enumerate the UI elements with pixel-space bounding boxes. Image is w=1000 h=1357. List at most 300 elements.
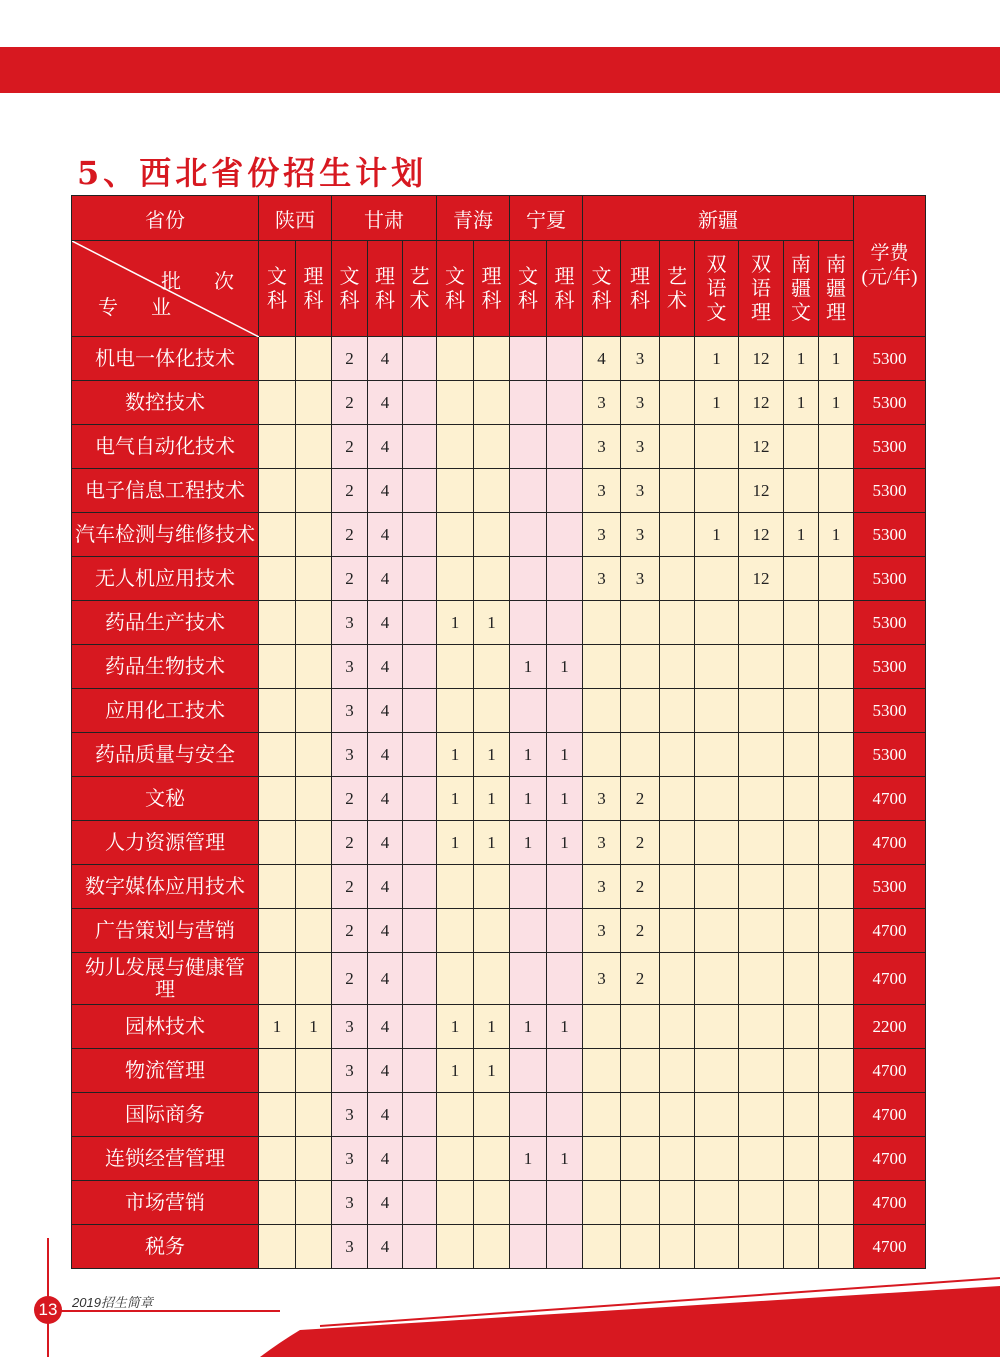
quota-cell: 4 <box>368 1005 403 1049</box>
quota-cell <box>403 953 437 1005</box>
footer-swoosh <box>0 1268 1000 1357</box>
quota-cell <box>819 469 854 513</box>
major-name: 应用化工技术 <box>72 689 259 733</box>
quota-cell <box>259 865 296 909</box>
fee-cell: 4700 <box>854 909 926 953</box>
batch-header-text: 南疆文 <box>791 253 811 324</box>
quota-cell <box>784 1049 819 1093</box>
quota-cell: 3 <box>583 381 621 425</box>
table-row <box>72 689 926 733</box>
quota-cell <box>403 425 437 469</box>
quota-cell <box>403 865 437 909</box>
quota-cell <box>660 1049 695 1093</box>
quota-cell <box>510 953 547 1005</box>
quota-cell: 3 <box>332 1225 368 1269</box>
quota-cell <box>660 469 695 513</box>
quota-cell <box>583 645 621 689</box>
quota-cell <box>660 689 695 733</box>
quota-cell: 4 <box>368 909 403 953</box>
quota-cell <box>403 469 437 513</box>
quota-cell <box>474 909 510 953</box>
quota-cell <box>784 1137 819 1181</box>
quota-cell <box>403 777 437 821</box>
quota-cell <box>403 513 437 557</box>
quota-cell <box>739 865 784 909</box>
quota-cell <box>739 953 784 1005</box>
quota-cell <box>296 1225 332 1269</box>
table-row <box>72 557 926 601</box>
quota-cell <box>296 865 332 909</box>
quota-cell <box>695 1093 739 1137</box>
quota-cell <box>583 733 621 777</box>
quota-cell <box>474 1093 510 1137</box>
quota-cell: 2 <box>332 513 368 557</box>
batch-header <box>739 241 784 337</box>
quota-cell: 3 <box>332 1137 368 1181</box>
quota-cell: 1 <box>547 1005 583 1049</box>
quota-cell: 4 <box>368 1093 403 1137</box>
quota-cell: 1 <box>547 821 583 865</box>
fee-header-text: 学费(元/年) <box>861 243 918 288</box>
quota-cell <box>547 469 583 513</box>
fee-cell: 5300 <box>854 381 926 425</box>
batch-header-text: 艺术 <box>667 265 687 312</box>
quota-cell <box>259 381 296 425</box>
major-name: 幼儿发展与健康管理 <box>72 953 259 1005</box>
batch-header <box>259 241 296 337</box>
quota-cell: 12 <box>739 337 784 381</box>
quota-cell: 12 <box>739 425 784 469</box>
quota-cell <box>784 469 819 513</box>
quota-cell <box>819 1049 854 1093</box>
major-name: 药品生产技术 <box>72 601 259 645</box>
quota-cell <box>784 733 819 777</box>
quota-cell <box>296 821 332 865</box>
quota-cell: 3 <box>621 425 660 469</box>
quota-cell <box>583 1225 621 1269</box>
quota-cell: 2 <box>332 909 368 953</box>
quota-cell: 3 <box>621 337 660 381</box>
quota-cell <box>583 1137 621 1181</box>
quota-cell: 12 <box>739 381 784 425</box>
quota-cell: 1 <box>510 645 547 689</box>
quota-cell <box>403 557 437 601</box>
quota-cell: 3 <box>332 601 368 645</box>
quota-cell <box>510 1093 547 1137</box>
batch-header <box>368 241 403 337</box>
batch-header <box>296 241 332 337</box>
quota-cell: 4 <box>368 953 403 1005</box>
batch-header <box>784 241 819 337</box>
quota-cell: 2 <box>332 381 368 425</box>
quota-cell <box>739 1049 784 1093</box>
batch-header-text: 南疆理 <box>826 253 846 324</box>
quota-cell <box>695 1049 739 1093</box>
quota-cell: 2 <box>332 821 368 865</box>
quota-cell: 2 <box>621 953 660 1005</box>
major-name: 园林技术 <box>72 1005 259 1049</box>
quota-cell <box>660 337 695 381</box>
quota-cell: 4 <box>368 469 403 513</box>
fee-cell: 5300 <box>854 733 926 777</box>
quota-cell <box>259 953 296 1005</box>
batch-header-text: 理科 <box>554 265 575 312</box>
quota-cell <box>510 601 547 645</box>
quota-cell: 3 <box>583 865 621 909</box>
quota-cell <box>474 1181 510 1225</box>
quota-cell <box>296 733 332 777</box>
quota-cell <box>695 865 739 909</box>
quota-cell <box>784 1225 819 1269</box>
quota-cell: 1 <box>437 821 474 865</box>
quota-cell: 1 <box>474 601 510 645</box>
fee-cell: 5300 <box>854 689 926 733</box>
quota-cell <box>695 1181 739 1225</box>
quota-cell <box>510 381 547 425</box>
quota-cell <box>296 909 332 953</box>
province-xinjiang: 新疆 <box>583 196 854 241</box>
quota-cell <box>784 425 819 469</box>
table-row <box>72 733 926 777</box>
quota-cell <box>819 1225 854 1269</box>
quota-cell <box>660 777 695 821</box>
quota-cell <box>739 777 784 821</box>
quota-cell <box>739 689 784 733</box>
quota-cell <box>296 1137 332 1181</box>
quota-cell <box>819 689 854 733</box>
quota-cell <box>784 601 819 645</box>
fee-cell: 4700 <box>854 1225 926 1269</box>
quota-cell <box>474 953 510 1005</box>
quota-cell <box>583 601 621 645</box>
quota-cell <box>474 469 510 513</box>
quota-cell <box>695 953 739 1005</box>
table-row <box>72 337 926 381</box>
quota-cell <box>583 1005 621 1049</box>
quota-cell <box>437 1093 474 1137</box>
quota-cell: 1 <box>784 381 819 425</box>
fee-cell: 4700 <box>854 777 926 821</box>
fee-cell: 4700 <box>854 1181 926 1225</box>
quota-cell: 3 <box>583 777 621 821</box>
quota-cell: 2 <box>332 865 368 909</box>
batch-header-text: 理科 <box>303 265 324 312</box>
quota-cell: 3 <box>332 1005 368 1049</box>
major-name: 机电一体化技术 <box>72 337 259 381</box>
fee-cell: 2200 <box>854 1005 926 1049</box>
quota-cell <box>259 733 296 777</box>
quota-cell <box>660 425 695 469</box>
quota-cell <box>259 557 296 601</box>
quota-cell <box>547 557 583 601</box>
quota-cell <box>660 557 695 601</box>
quota-cell <box>403 381 437 425</box>
quota-cell <box>296 1181 332 1225</box>
quota-cell: 3 <box>332 1093 368 1137</box>
quota-cell <box>660 381 695 425</box>
major-label: 专 业 <box>98 297 185 319</box>
quota-cell <box>437 425 474 469</box>
quota-cell: 1 <box>547 733 583 777</box>
quota-cell <box>660 733 695 777</box>
quota-cell <box>474 557 510 601</box>
quota-cell <box>621 1049 660 1093</box>
quota-cell <box>819 1181 854 1225</box>
quota-cell <box>547 1225 583 1269</box>
quota-cell: 1 <box>437 1005 474 1049</box>
quota-cell: 3 <box>332 1181 368 1225</box>
quota-cell <box>819 557 854 601</box>
quota-cell: 4 <box>368 645 403 689</box>
page-title: 5、西北省份招生计划 <box>77 154 428 192</box>
quota-cell <box>784 557 819 601</box>
quota-cell <box>547 337 583 381</box>
quota-cell <box>695 689 739 733</box>
quota-cell: 1 <box>296 1005 332 1049</box>
batch-header-text: 双语理 <box>751 253 771 324</box>
batch-header <box>695 241 739 337</box>
table-row <box>72 909 926 953</box>
quota-cell: 1 <box>259 1005 296 1049</box>
quota-cell <box>474 865 510 909</box>
quota-cell <box>739 733 784 777</box>
quota-cell <box>739 1005 784 1049</box>
quota-cell <box>583 1181 621 1225</box>
quota-cell <box>403 1181 437 1225</box>
quota-cell: 4 <box>368 337 403 381</box>
quota-cell <box>695 733 739 777</box>
quota-cell <box>695 1137 739 1181</box>
table-row <box>72 865 926 909</box>
quota-cell: 3 <box>332 645 368 689</box>
quota-cell <box>660 821 695 865</box>
batch-major-corner <box>72 241 259 337</box>
table-row <box>72 777 926 821</box>
province-qinghai: 青海 <box>437 196 510 241</box>
batch-header-text: 文科 <box>445 265 465 312</box>
quota-cell <box>259 469 296 513</box>
table-row <box>72 381 926 425</box>
brochure-title: 2019招生简章 <box>72 1295 153 1310</box>
major-name: 物流管理 <box>72 1049 259 1093</box>
table-row <box>72 1093 926 1137</box>
quota-cell: 1 <box>784 513 819 557</box>
quota-cell <box>621 1225 660 1269</box>
quota-cell <box>660 645 695 689</box>
major-name: 药品质量与安全 <box>72 733 259 777</box>
quota-cell <box>403 909 437 953</box>
quota-cell: 1 <box>547 777 583 821</box>
fee-cell: 4700 <box>854 1093 926 1137</box>
quota-cell: 1 <box>474 1005 510 1049</box>
quota-cell: 2 <box>332 425 368 469</box>
major-name: 人力资源管理 <box>72 821 259 865</box>
quota-cell <box>437 469 474 513</box>
quota-cell: 1 <box>547 645 583 689</box>
quota-cell <box>259 337 296 381</box>
quota-cell <box>621 733 660 777</box>
quota-cell: 4 <box>368 557 403 601</box>
quota-cell <box>259 1093 296 1137</box>
batch-header <box>474 241 510 337</box>
table-row <box>72 645 926 689</box>
fee-cell: 4700 <box>854 953 926 1005</box>
fee-header <box>854 196 926 337</box>
batch-header <box>403 241 437 337</box>
quota-cell: 1 <box>437 777 474 821</box>
quota-cell <box>819 601 854 645</box>
quota-cell <box>403 1225 437 1269</box>
quota-cell <box>660 953 695 1005</box>
quota-cell <box>739 821 784 865</box>
quota-cell: 12 <box>739 557 784 601</box>
quota-cell: 4 <box>368 1181 403 1225</box>
table-row <box>72 953 926 1005</box>
quota-cell <box>660 1137 695 1181</box>
quota-cell <box>510 865 547 909</box>
quota-cell <box>510 1225 547 1269</box>
quota-cell <box>403 821 437 865</box>
quota-cell <box>474 689 510 733</box>
quota-cell <box>403 337 437 381</box>
table-row <box>72 425 926 469</box>
major-name: 电气自动化技术 <box>72 425 259 469</box>
major-name: 数字媒体应用技术 <box>72 865 259 909</box>
quota-cell: 2 <box>621 777 660 821</box>
quota-cell <box>739 1225 784 1269</box>
quota-cell: 2 <box>332 777 368 821</box>
quota-cell <box>296 645 332 689</box>
quota-cell <box>474 381 510 425</box>
batch-header-text: 理科 <box>375 265 395 312</box>
quota-cell <box>403 601 437 645</box>
batch-label: 批 次 <box>161 271 248 293</box>
quota-cell <box>510 337 547 381</box>
major-name: 药品生物技术 <box>72 645 259 689</box>
quota-cell: 12 <box>739 513 784 557</box>
quota-cell: 3 <box>621 557 660 601</box>
quota-cell: 4 <box>368 821 403 865</box>
quota-cell: 2 <box>332 469 368 513</box>
table-row <box>72 1005 926 1049</box>
quota-cell <box>695 821 739 865</box>
province-ningxia: 宁夏 <box>510 196 583 241</box>
batch-header <box>510 241 547 337</box>
quota-cell <box>437 337 474 381</box>
quota-cell <box>403 1005 437 1049</box>
quota-cell <box>474 513 510 557</box>
quota-cell <box>437 1137 474 1181</box>
major-name: 电子信息工程技术 <box>72 469 259 513</box>
major-name: 汽车检测与维修技术 <box>72 513 259 557</box>
quota-cell <box>695 1225 739 1269</box>
quota-cell: 1 <box>437 1049 474 1093</box>
quota-cell <box>695 469 739 513</box>
quota-cell <box>621 689 660 733</box>
quota-cell <box>403 689 437 733</box>
quota-cell <box>547 909 583 953</box>
quota-cell: 4 <box>368 1137 403 1181</box>
province-header: 省份 <box>72 196 259 241</box>
quota-cell: 1 <box>510 821 547 865</box>
fee-cell: 5300 <box>854 645 926 689</box>
quota-cell <box>621 1005 660 1049</box>
quota-cell <box>437 953 474 1005</box>
quota-cell <box>784 689 819 733</box>
quota-cell <box>296 557 332 601</box>
quota-cell <box>510 1049 547 1093</box>
quota-cell: 4 <box>368 1049 403 1093</box>
quota-cell <box>583 1049 621 1093</box>
quota-cell <box>784 777 819 821</box>
major-name: 国际商务 <box>72 1093 259 1137</box>
quota-cell: 1 <box>474 777 510 821</box>
table-row <box>72 469 926 513</box>
quota-cell <box>621 601 660 645</box>
quota-cell <box>739 1093 784 1137</box>
major-name: 连锁经营管理 <box>72 1137 259 1181</box>
quota-cell <box>695 645 739 689</box>
province-gansu: 甘肃 <box>332 196 437 241</box>
quota-cell <box>259 1181 296 1225</box>
quota-cell: 3 <box>332 733 368 777</box>
quota-cell <box>259 1225 296 1269</box>
quota-cell: 2 <box>332 953 368 1005</box>
quota-cell <box>819 865 854 909</box>
quota-cell <box>695 425 739 469</box>
major-name: 文秘 <box>72 777 259 821</box>
quota-cell <box>259 1137 296 1181</box>
quota-cell <box>660 601 695 645</box>
quota-cell <box>510 425 547 469</box>
page-number: 13 <box>34 1296 62 1324</box>
major-name: 广告策划与营销 <box>72 909 259 953</box>
batch-header <box>583 241 621 337</box>
quota-cell: 1 <box>547 1137 583 1181</box>
quota-cell <box>784 1005 819 1049</box>
major-name: 数控技术 <box>72 381 259 425</box>
batch-header-text: 文科 <box>591 265 612 312</box>
quota-cell <box>583 689 621 733</box>
quota-cell <box>621 1137 660 1181</box>
quota-cell <box>695 1005 739 1049</box>
quota-cell: 4 <box>368 381 403 425</box>
batch-header-text: 理科 <box>630 265 650 312</box>
batch-header-text: 文科 <box>267 265 287 312</box>
quota-cell: 1 <box>695 337 739 381</box>
quota-cell: 12 <box>739 469 784 513</box>
quota-cell <box>437 645 474 689</box>
quota-cell <box>660 1181 695 1225</box>
quota-cell: 2 <box>332 557 368 601</box>
quota-cell <box>296 953 332 1005</box>
quota-cell <box>819 733 854 777</box>
quota-cell <box>474 425 510 469</box>
table-row <box>72 1181 926 1225</box>
quota-cell <box>403 733 437 777</box>
quota-cell <box>547 381 583 425</box>
quota-cell <box>695 601 739 645</box>
quota-cell <box>403 1093 437 1137</box>
quota-cell <box>403 1137 437 1181</box>
quota-cell: 3 <box>621 513 660 557</box>
batch-header <box>660 241 695 337</box>
quota-cell <box>259 425 296 469</box>
quota-cell <box>660 513 695 557</box>
quota-cell <box>660 1093 695 1137</box>
quota-cell <box>510 513 547 557</box>
quota-cell: 1 <box>819 513 854 557</box>
